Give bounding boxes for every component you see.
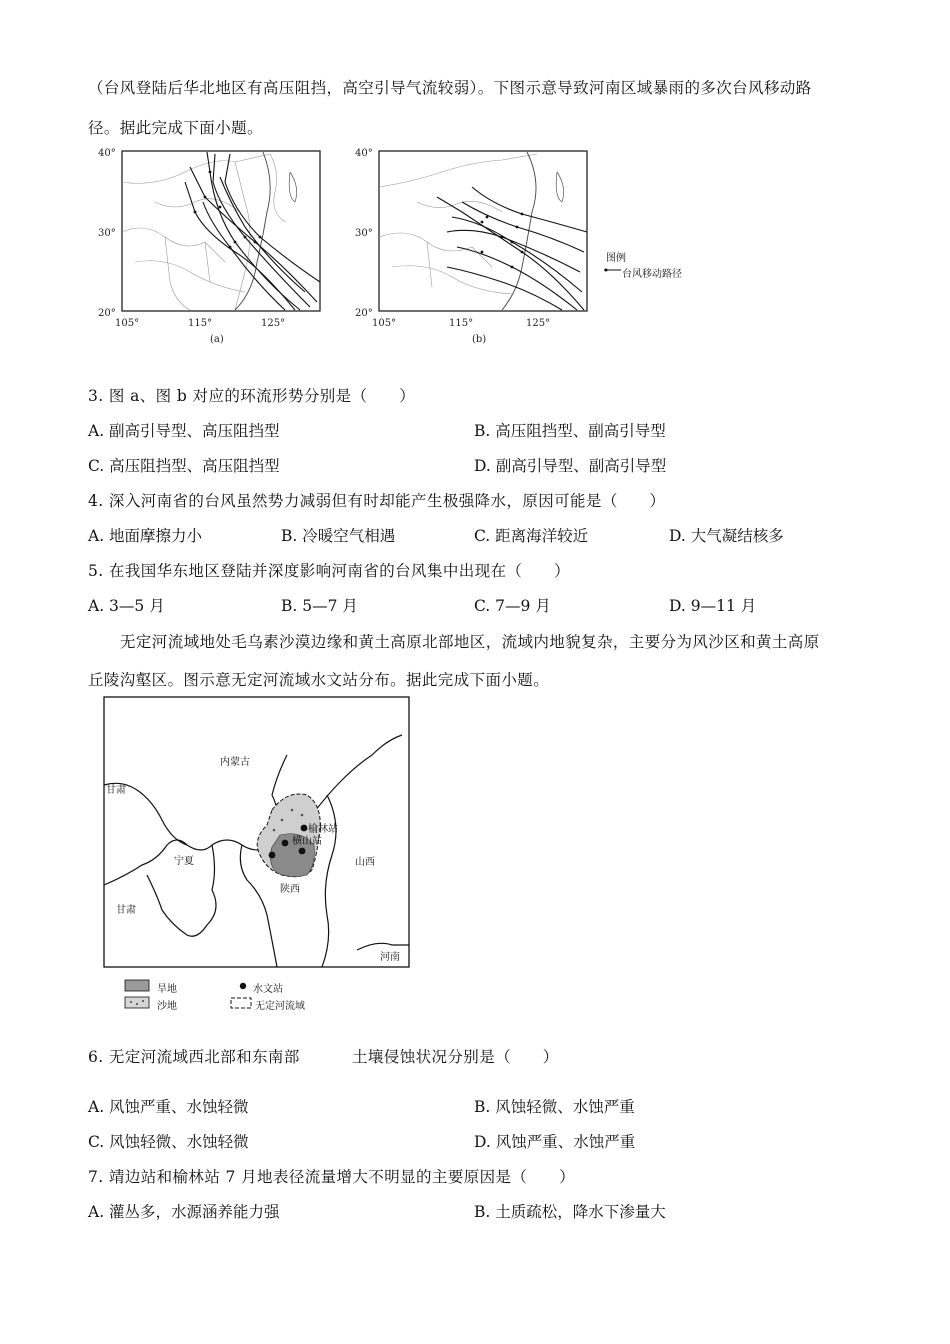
- caption-b: (b): [472, 334, 487, 345]
- q3-option-d[interactable]: D. 副高引导型、副高引导型: [474, 457, 667, 475]
- legend-hanland-swatch: [124, 979, 150, 992]
- lat-label-40: 40°: [98, 148, 116, 159]
- q5-option-a[interactable]: A. 3—5 月: [88, 597, 165, 615]
- legend-basin: 无定河流域: [255, 1001, 305, 1012]
- label-shanxi: 山西: [355, 857, 375, 868]
- lat-label-40-b: 40°: [355, 148, 373, 159]
- lat-label-30: 30°: [98, 228, 116, 239]
- q7-stem: 7. 靖边站和榆林站 7 月地表径流量增大不明显的主要原因是（ ）: [88, 1168, 576, 1186]
- label-station-2: 横山站: [292, 836, 322, 847]
- q6-option-d[interactable]: D. 风蚀严重、水蚀严重: [474, 1133, 636, 1151]
- passage2-line-1: 无定河流域地处毛乌素沙漠边缘和黄土高原北部地区，流域内地貌复杂，主要分为风沙区和黄土高原: [120, 633, 820, 651]
- q5-option-b[interactable]: B. 5—7 月: [281, 597, 358, 615]
- q5-option-d[interactable]: D. 9—11 月: [669, 597, 757, 615]
- q3-option-c[interactable]: C. 高压阻挡型、高压阻挡型: [88, 457, 280, 475]
- typhoon-legend-title: 图例: [606, 253, 626, 264]
- typhoon-legend-item: 台风移动路径: [622, 269, 682, 280]
- q3-stem: 3. 图 a、图 b 对应的环流形势分别是（ ）: [88, 387, 416, 405]
- q3-option-a[interactable]: A. 副高引导型、高压阻挡型: [88, 422, 280, 440]
- q4-option-c[interactable]: C. 距离海洋较近: [474, 527, 589, 545]
- river-basin-map: [102, 695, 412, 970]
- caption-a: (a): [210, 334, 224, 345]
- lon-label-105-b: 105°: [372, 318, 397, 329]
- legend-hanland: 旱地: [157, 984, 177, 995]
- q6-stem-part-2: 土壤侵蚀状况分别是（ ）: [352, 1048, 559, 1066]
- label-ningxia: 宁夏: [174, 856, 194, 867]
- lat-label-20: 20°: [98, 308, 116, 319]
- label-yulin-station: 榆林站: [308, 824, 338, 835]
- q7-option-b[interactable]: B. 土质疏松，降水下渗量大: [474, 1203, 666, 1221]
- lon-label-105: 105°: [115, 318, 140, 329]
- q6-option-a[interactable]: A. 风蚀严重、水蚀轻微: [88, 1098, 249, 1116]
- legend-basin-symbol: [230, 997, 252, 1009]
- q4-option-b[interactable]: B. 冷暖空气相遇: [281, 527, 396, 545]
- q6-option-b[interactable]: B. 风蚀轻微、水蚀严重: [474, 1098, 635, 1116]
- q6-stem-part-1: 6. 无定河流域西北部和东南部: [88, 1048, 300, 1066]
- typhoon-map-b: [352, 142, 597, 347]
- legend-station: 水文站: [253, 984, 283, 995]
- label-gansu-top: 甘肃: [106, 785, 126, 796]
- q4-option-a[interactable]: A. 地面摩擦力小: [88, 527, 203, 545]
- q7-option-a[interactable]: A. 灌丛多，水源涵养能力强: [88, 1203, 280, 1221]
- q3-option-b[interactable]: B. 高压阻挡型、副高引导型: [474, 422, 666, 440]
- lon-label-125-b: 125°: [526, 318, 551, 329]
- intro-line-1: （台风登陆后华北地区有高压阻挡，高空引导气流较弱）。下图示意导致河南区域暴雨的多次台风移动路: [88, 79, 812, 97]
- typhoon-legend-symbol: [603, 265, 623, 275]
- q5-stem: 5. 在我国华东地区登陆并深度影响河南省的台风集中出现在（ ）: [88, 562, 571, 580]
- q6-option-c[interactable]: C. 风蚀轻微、水蚀轻微: [88, 1133, 249, 1151]
- label-henan: 河南: [380, 952, 400, 963]
- legend-sandland: 沙地: [157, 1001, 177, 1012]
- passage2-line-2: 丘陵沟壑区。图示意无定河流域水文站分布。据此完成下面小题。: [88, 671, 550, 689]
- legend-sandland-swatch: [124, 996, 150, 1009]
- q4-option-d[interactable]: D. 大气凝结核多: [669, 527, 784, 545]
- lon-label-115-b: 115°: [449, 318, 474, 329]
- intro-line-2: 径。据此完成下面小题。: [88, 119, 263, 137]
- lon-label-115: 115°: [188, 318, 213, 329]
- legend-station-symbol: [238, 981, 248, 991]
- label-shaanxi: 陕西: [280, 884, 300, 895]
- q5-option-c[interactable]: C. 7—9 月: [474, 597, 551, 615]
- lat-label-30-b: 30°: [355, 228, 373, 239]
- q4-stem: 4. 深入河南省的台风虽然势力减弱但有时却能产生极强降水，原因可能是（ ）: [88, 492, 666, 510]
- label-neimenggu: 内蒙古: [220, 757, 250, 768]
- lon-label-125: 125°: [261, 318, 286, 329]
- label-gansu-bottom: 甘肃: [116, 905, 136, 916]
- lat-label-20-b: 20°: [355, 308, 373, 319]
- typhoon-map-a: [95, 142, 330, 347]
